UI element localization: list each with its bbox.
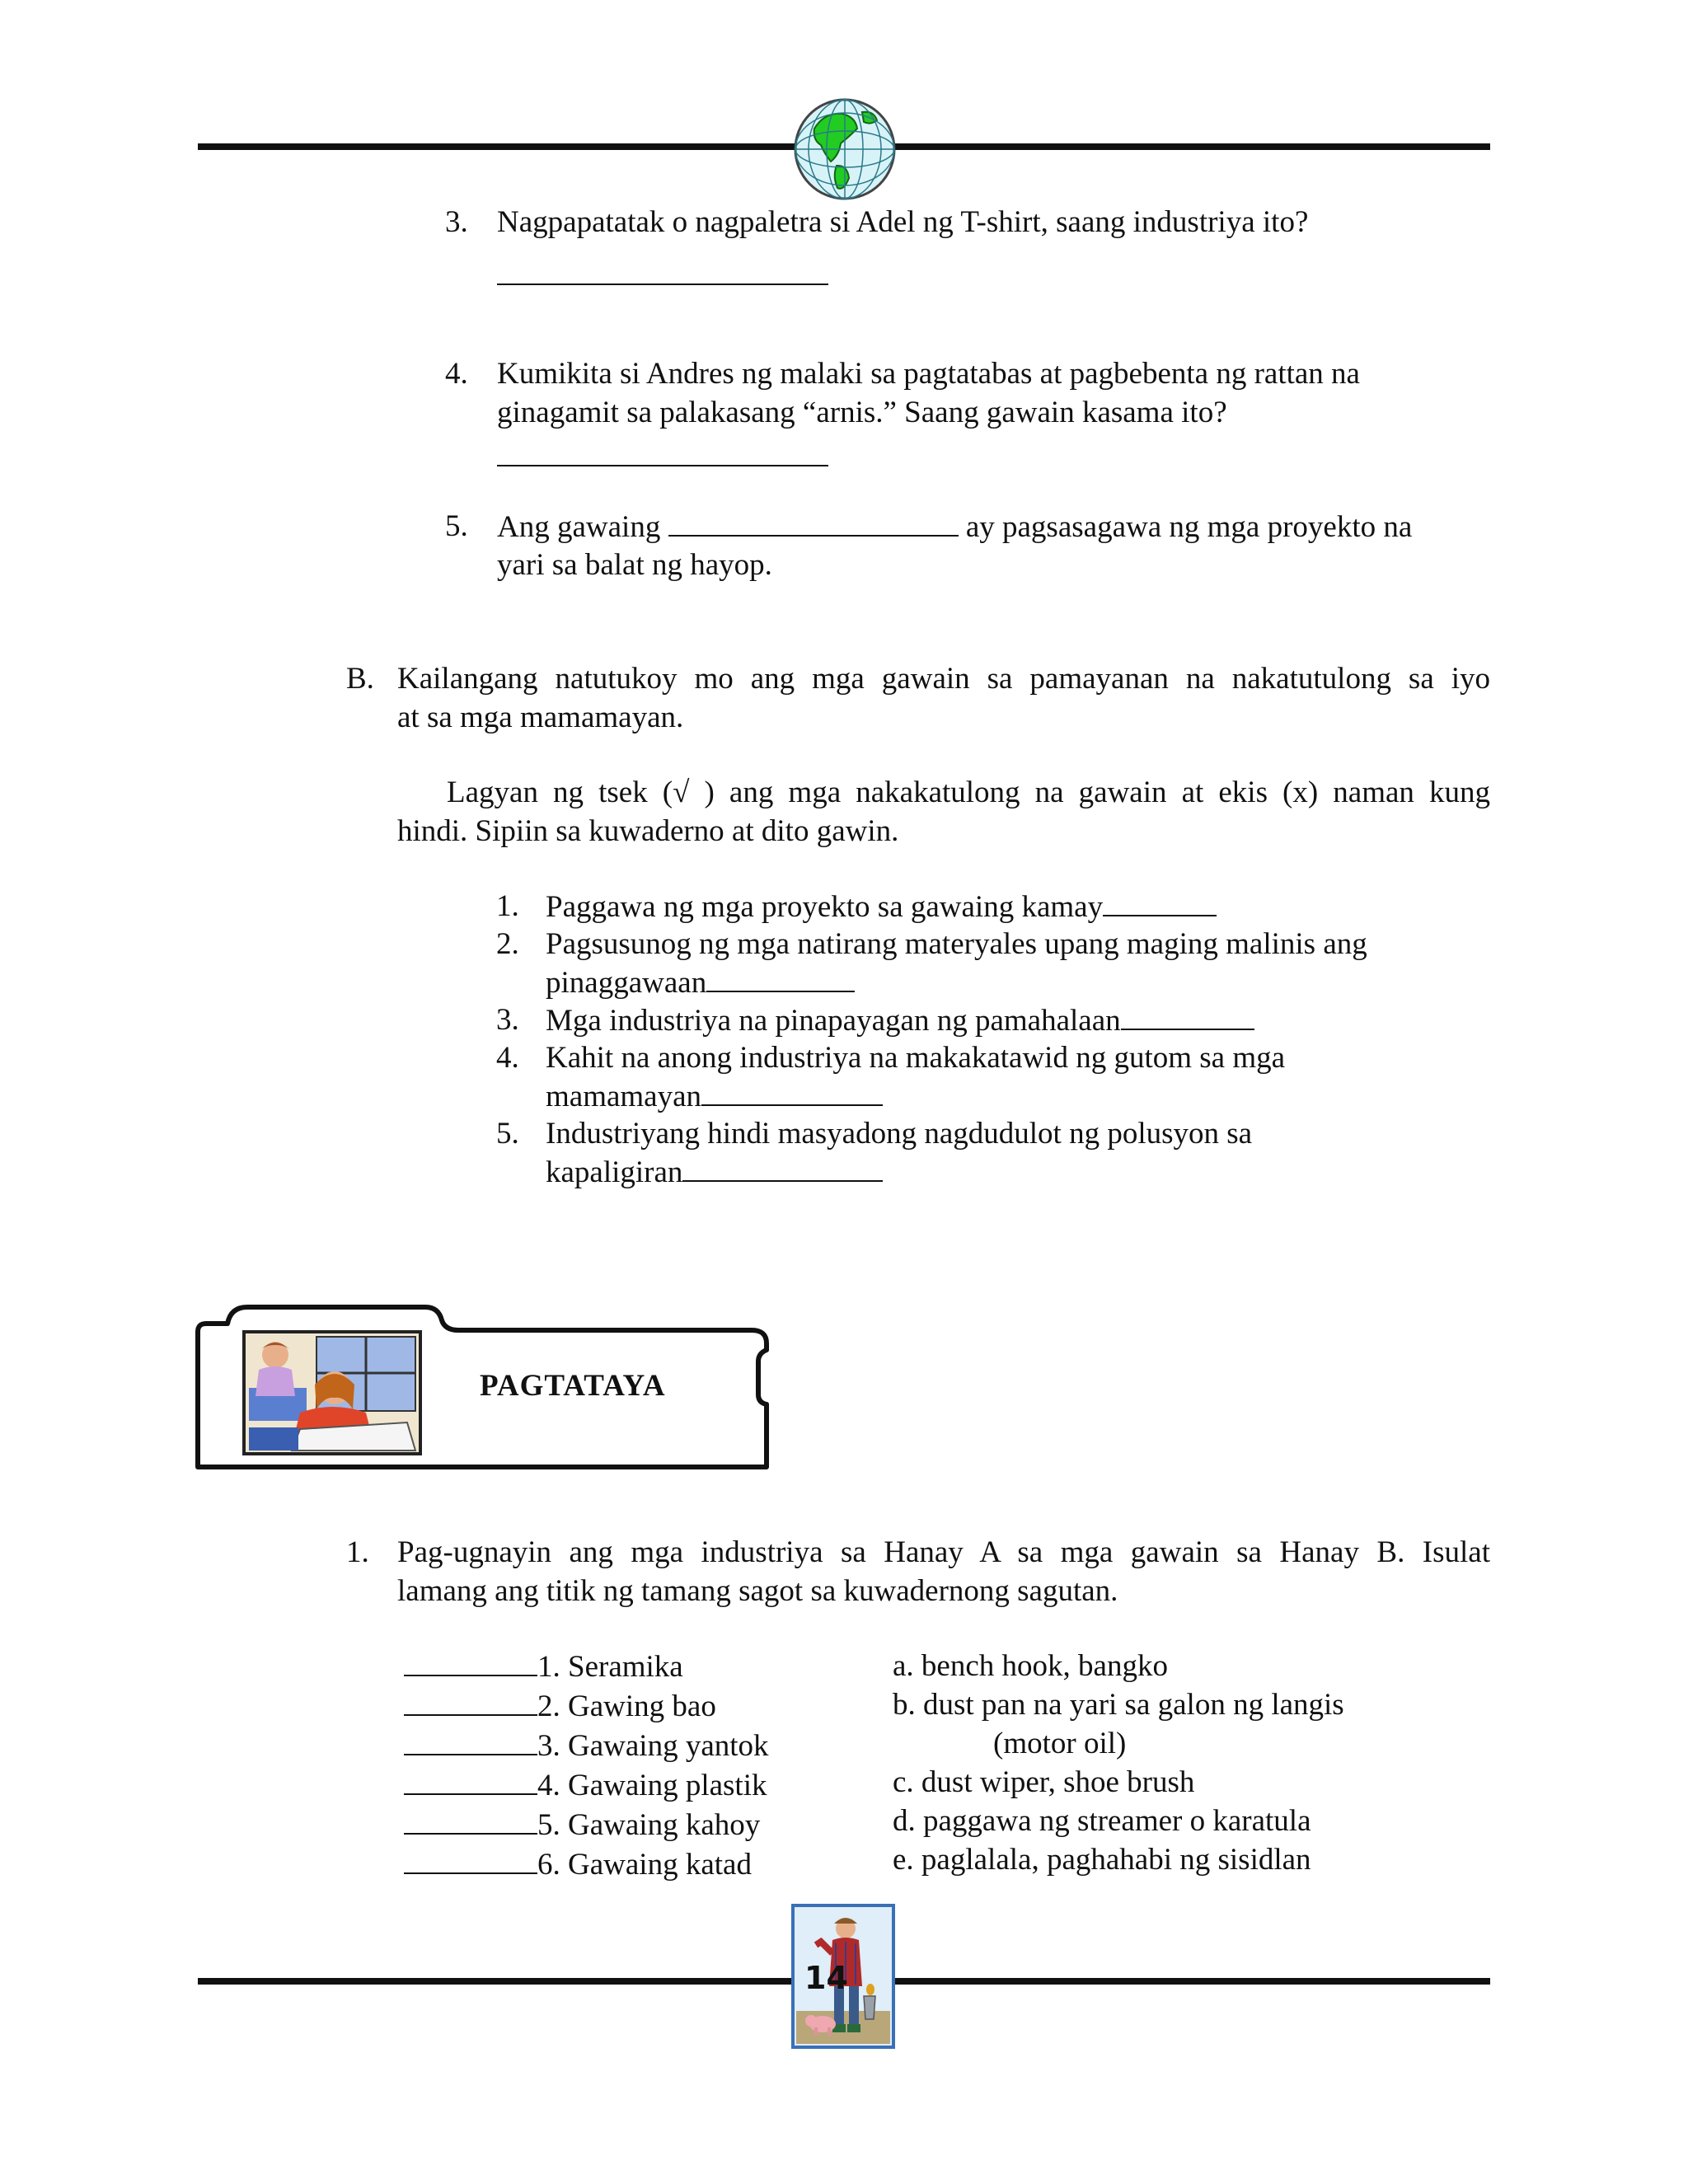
section-intro-cont: at sa mga mamamayan. <box>397 701 684 734</box>
list-item-cont <box>546 963 855 1002</box>
question-text-cont: ginagamit sa palakasang “arnis.” Saang gawain kasama ito? <box>497 396 1227 429</box>
answer-blank[interactable] <box>404 1765 537 1795</box>
column-a-item: 1. Seramika <box>537 1650 683 1684</box>
list-item-text: mamamayan <box>546 1080 702 1113</box>
question-text: Pag-ugnayin ang mga industriya sa Hanay A sa mga gawain sa Hanay B. Isulat <box>397 1535 1490 1569</box>
question-text <box>497 507 1412 546</box>
match-row <box>404 1765 769 1805</box>
globe-icon <box>791 96 898 203</box>
column-b-item: e. paglalala, paghahabi ng sisidlan <box>893 1843 1311 1877</box>
students-writing-image <box>242 1330 422 1455</box>
item-number: 4. <box>445 357 468 391</box>
list-item-cont <box>546 1152 883 1192</box>
column-a-item: 2. Gawing bao <box>537 1690 716 1723</box>
match-row <box>404 1844 769 1884</box>
column-a-item: 4. Gawaing plastik <box>537 1769 767 1802</box>
column-a <box>404 1647 769 1884</box>
answer-blank[interactable] <box>1103 887 1217 916</box>
question-text-post: ay pagsasagawa ng mga proyekto na <box>965 510 1413 544</box>
item-number: 3. <box>496 1003 519 1037</box>
column-b-item: a. bench hook, bangko <box>893 1649 1168 1683</box>
list-item-text: Paggawa ng mga proyekto sa gawaing kamay <box>546 890 1104 924</box>
list-item <box>546 1001 1254 1040</box>
item-number: 5. <box>496 1117 519 1151</box>
assessment-title: PAGTATAYA <box>480 1369 666 1403</box>
match-row <box>404 1805 769 1844</box>
item-number: 3. <box>445 205 468 239</box>
column-a-item: 6. Gawaing katad <box>537 1848 752 1882</box>
column-a-item: 3. Gawaing yantok <box>537 1729 769 1763</box>
answer-blank[interactable] <box>404 1647 537 1676</box>
answer-blank[interactable] <box>1121 1001 1254 1030</box>
section-letter: B. <box>346 662 374 696</box>
item-number: 1. <box>496 889 519 923</box>
answer-blank[interactable] <box>668 507 959 537</box>
question-text-cont: lamang ang titik ng tamang sagot sa kuwadernong sagutan. <box>397 1574 1118 1608</box>
instructions: Lagyan ng tsek (√ ) ang mga nakakatulong na gawain at ekis (x) naman kung <box>447 776 1490 809</box>
list-item-text: kapaligiran <box>546 1155 683 1189</box>
question-text: Nagpapatatak o nagpaletra si Adel ng T-shirt, saang industriya ito? <box>497 205 1309 239</box>
answer-blank[interactable] <box>682 1152 883 1182</box>
answer-blank[interactable] <box>404 1726 537 1755</box>
list-item: Industriyang hindi masyadong nagdudulot ng polusyon sa <box>546 1117 1253 1151</box>
list-item: Pagsusunog ng mga natirang materyales upang maging malinis ang <box>546 927 1367 961</box>
match-row <box>404 1647 769 1686</box>
list-item-text: pinaggawaan <box>546 966 707 1000</box>
match-row <box>404 1686 769 1726</box>
page-number: 14 <box>804 1960 848 1996</box>
match-row <box>404 1726 769 1765</box>
column-b <box>893 1647 1344 1879</box>
question-text: Kumikita si Andres ng malaki sa pagtatabas at pagbebenta ng rattan na <box>497 357 1360 391</box>
list-item-text: Mga industriya na pinapayagan ng pamahalaan <box>546 1004 1121 1038</box>
column-b-item-cont: (motor oil) <box>993 1727 1127 1760</box>
question-text-cont: yari sa balat ng hayop. <box>497 548 772 582</box>
answer-blank[interactable] <box>497 465 828 466</box>
column-b-item: c. dust wiper, shoe brush <box>893 1765 1195 1799</box>
answer-blank[interactable] <box>706 963 855 992</box>
item-number: 5. <box>445 509 468 543</box>
question-text-pre: Ang gawaing <box>497 510 661 544</box>
answer-blank[interactable] <box>404 1686 537 1716</box>
item-number: 1. <box>346 1535 369 1569</box>
column-a-item: 5. Gawaing kahoy <box>537 1808 761 1842</box>
instructions-cont: hindi. Sipiin sa kuwaderno at dito gawin. <box>397 814 899 848</box>
section-intro: Kailangang natutukoy mo ang mga gawain sa pamayanan na nakatutulong sa iyo <box>397 662 1490 696</box>
answer-blank[interactable] <box>701 1076 883 1106</box>
answer-blank[interactable] <box>404 1805 537 1835</box>
column-b-item: d. paggawa ng streamer o karatula <box>893 1804 1311 1838</box>
item-number: 4. <box>496 1041 519 1075</box>
list-item-cont <box>546 1076 883 1116</box>
column-b-item: b. dust pan na yari sa galon ng langis <box>893 1688 1344 1722</box>
answer-blank[interactable] <box>404 1844 537 1874</box>
answer-blank[interactable] <box>497 284 828 285</box>
item-number: 2. <box>496 927 519 961</box>
list-item <box>546 887 1217 926</box>
list-item: Kahit na anong industriya na makakatawid ng gutom sa mga <box>546 1041 1286 1075</box>
